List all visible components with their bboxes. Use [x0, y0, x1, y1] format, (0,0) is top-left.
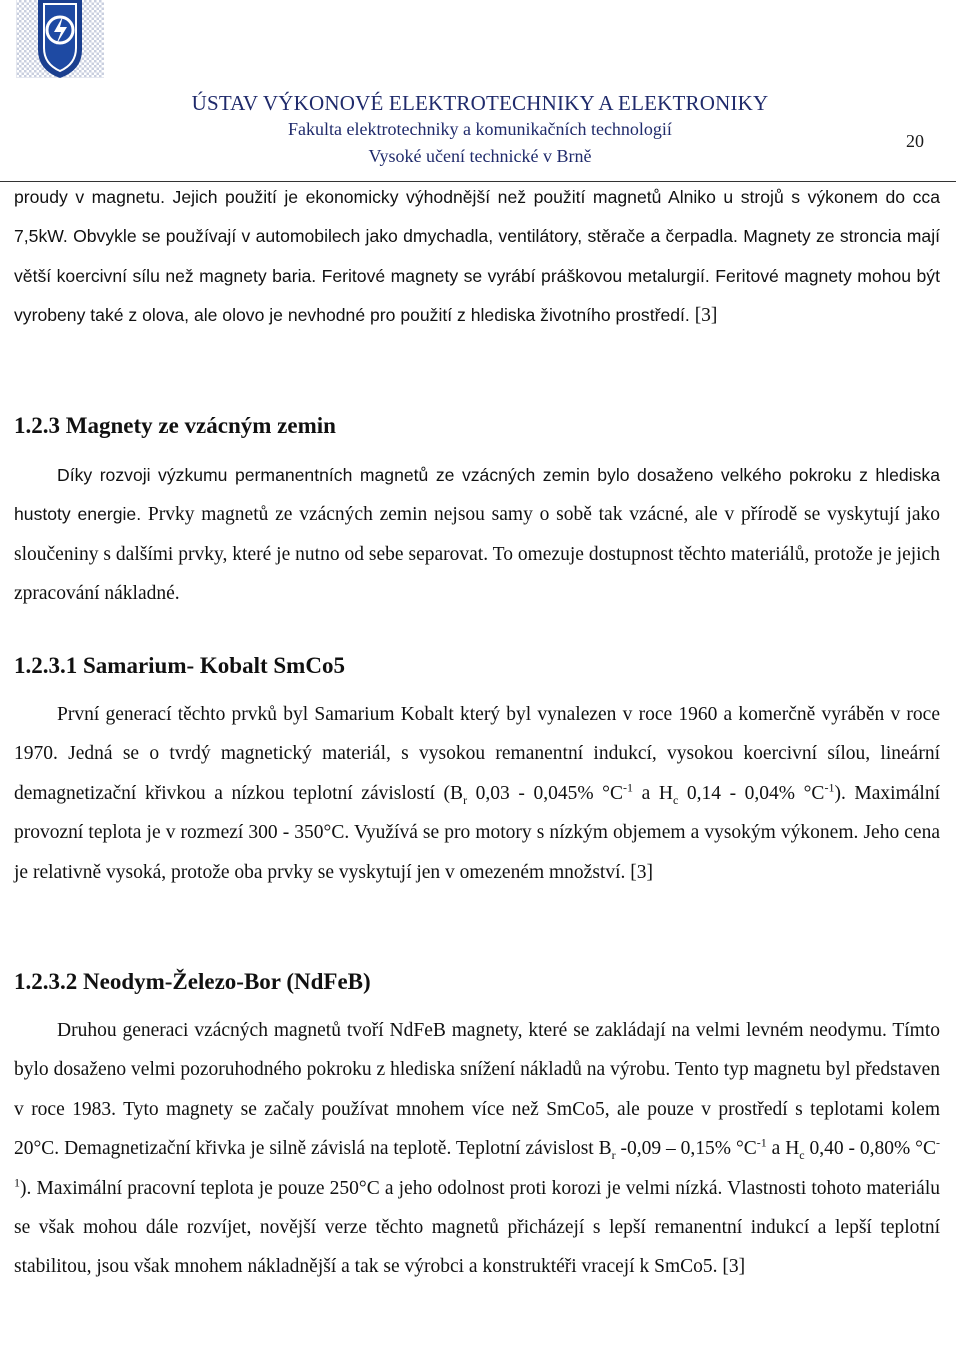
text: ). Maximální provozní teplota je v rozmezí 300 - 350°C. Využívá se pro motory s nízkým objemem a vysokým výkonem. Jeho cena je relativně vysoká, protože oba prvky se vyskytují jen v omezeném množství. [3] [14, 782, 940, 883]
section-heading-rare-earth: 1.2.3 Magnety ze vzácným zemin [14, 413, 336, 438]
text: a H [633, 782, 673, 804]
reference: [3] [689, 305, 718, 327]
superscript: -1 [756, 1135, 767, 1150]
text: 0,03 - 0,045% °C [467, 782, 623, 804]
subscript: r [611, 1148, 616, 1163]
page-number: 20 [906, 131, 924, 151]
paragraph-text: proudy v magnetu. Jejich použití je ekonomicky výhodnější než použití magnetů Alniko u strojů s výkonem do cca 7,5kW. Obvykle se používají v automobilech jako dmychadla, ventilátory, stěrače a čerpadla. Magnety ze stroncia mají větší koercivní sílu než magnety baria. Feritové magnety se vyrábí práškovou metalurgií. Feritové magnety mohou být vyrobeny také z olova, ale olovo je nevhodné pro použití z hlediska životního prostředí. [14, 187, 940, 326]
text: -0,09 – 0,15% °C [615, 1138, 757, 1160]
paragraph-smco5 [14, 695, 940, 892]
subscript: r [463, 792, 468, 807]
text: ). Maximální pracovní teplota je pouze 250°C a jeho odolnost proti korozi je velmi nízká. Vlastnosti tohoto materiálu se však mohou dále rozvíjet, novější verze těchto magnetů přicházejí s lepší remanentní indukcí a lepší teplotní stabilitou, jsou však mnohem nákladnější a tak se výrobci a konstruktéři vracejí k SmCo5. [3] [14, 1177, 940, 1278]
paragraph-rare-earth [14, 456, 940, 614]
section-heading-smco5: 1.2.3.1 Samarium- Kobalt SmCo5 [14, 653, 345, 678]
paragraph-ndfeb [14, 1011, 940, 1287]
subscript: c [799, 1148, 805, 1163]
superscript: -1 [824, 780, 835, 795]
paragraph-text-sans: Díky rozvoji výzkumu permanentních magnetů ze vzácných zemin bylo dosaženo velkého pokroku z hlediska hustoty energie. [14, 465, 940, 525]
text: Druhou generaci vzácných magnetů tvoří NdFeB magnety, které se zakládají na velmi levném neodymu. Tímto bylo dosaženo velmi pozoruhodného pokroku z hlediska snížení nákladů na výrobu. Tento typ magnetu byl představen v roce 1983. Tyto magnety se začaly používat mnohem více než SmCo5, ale pouze v prostředí s teplotami kolem 20°C. Demagnetizační křivka je silně závislá na teplotě. Teplotní závislost B [14, 1020, 940, 1160]
section-heading-ndfeb: 1.2.3.2 Neodym-Železo-Bor (NdFeB) [14, 969, 371, 994]
paragraph-ferrite-magnets [14, 178, 940, 336]
subscript: c [672, 792, 679, 807]
vut-logo-icon [14, 0, 106, 80]
university-name: Vysoké učení technické v Brně [368, 146, 592, 166]
superscript: -1 [623, 780, 633, 795]
institute-name: ÚSTAV VÝKONOVÉ ELEKTROTECHNIKY A ELEKTRONIKY [191, 91, 769, 115]
text: První generací těchto prvků byl Samarium Kobalt který byl vynalezen v roce 1960 a komerčně vyráběn v roce 1970. Jedná se o tvrdý magnetický materiál, s vysokou remanentní indukcí, vysokou koercivní sílou, lineární demagnetizační křivkou a nízkou teplotní závislostí (B [14, 704, 940, 804]
faculty-name: Fakulta elektrotechniky a komunikačních technologií [288, 119, 672, 139]
superscript: -1 [14, 1135, 940, 1190]
paragraph-text: Prvky magnetů ze vzácných zemin nejsou samy o sobě tak vzácné, ale v přírodě se vyskytují jako sloučeniny s dalšími prvky, které je nutno od sebe separovat. To omezuje dostupnost těchto materiálů, protože je jejich zpracování nákladné. [14, 504, 940, 605]
text: a H [766, 1138, 800, 1160]
text: 0,14 - 0,04% °C [678, 782, 825, 804]
text: 0,40 - 0,80% °C [804, 1138, 936, 1160]
